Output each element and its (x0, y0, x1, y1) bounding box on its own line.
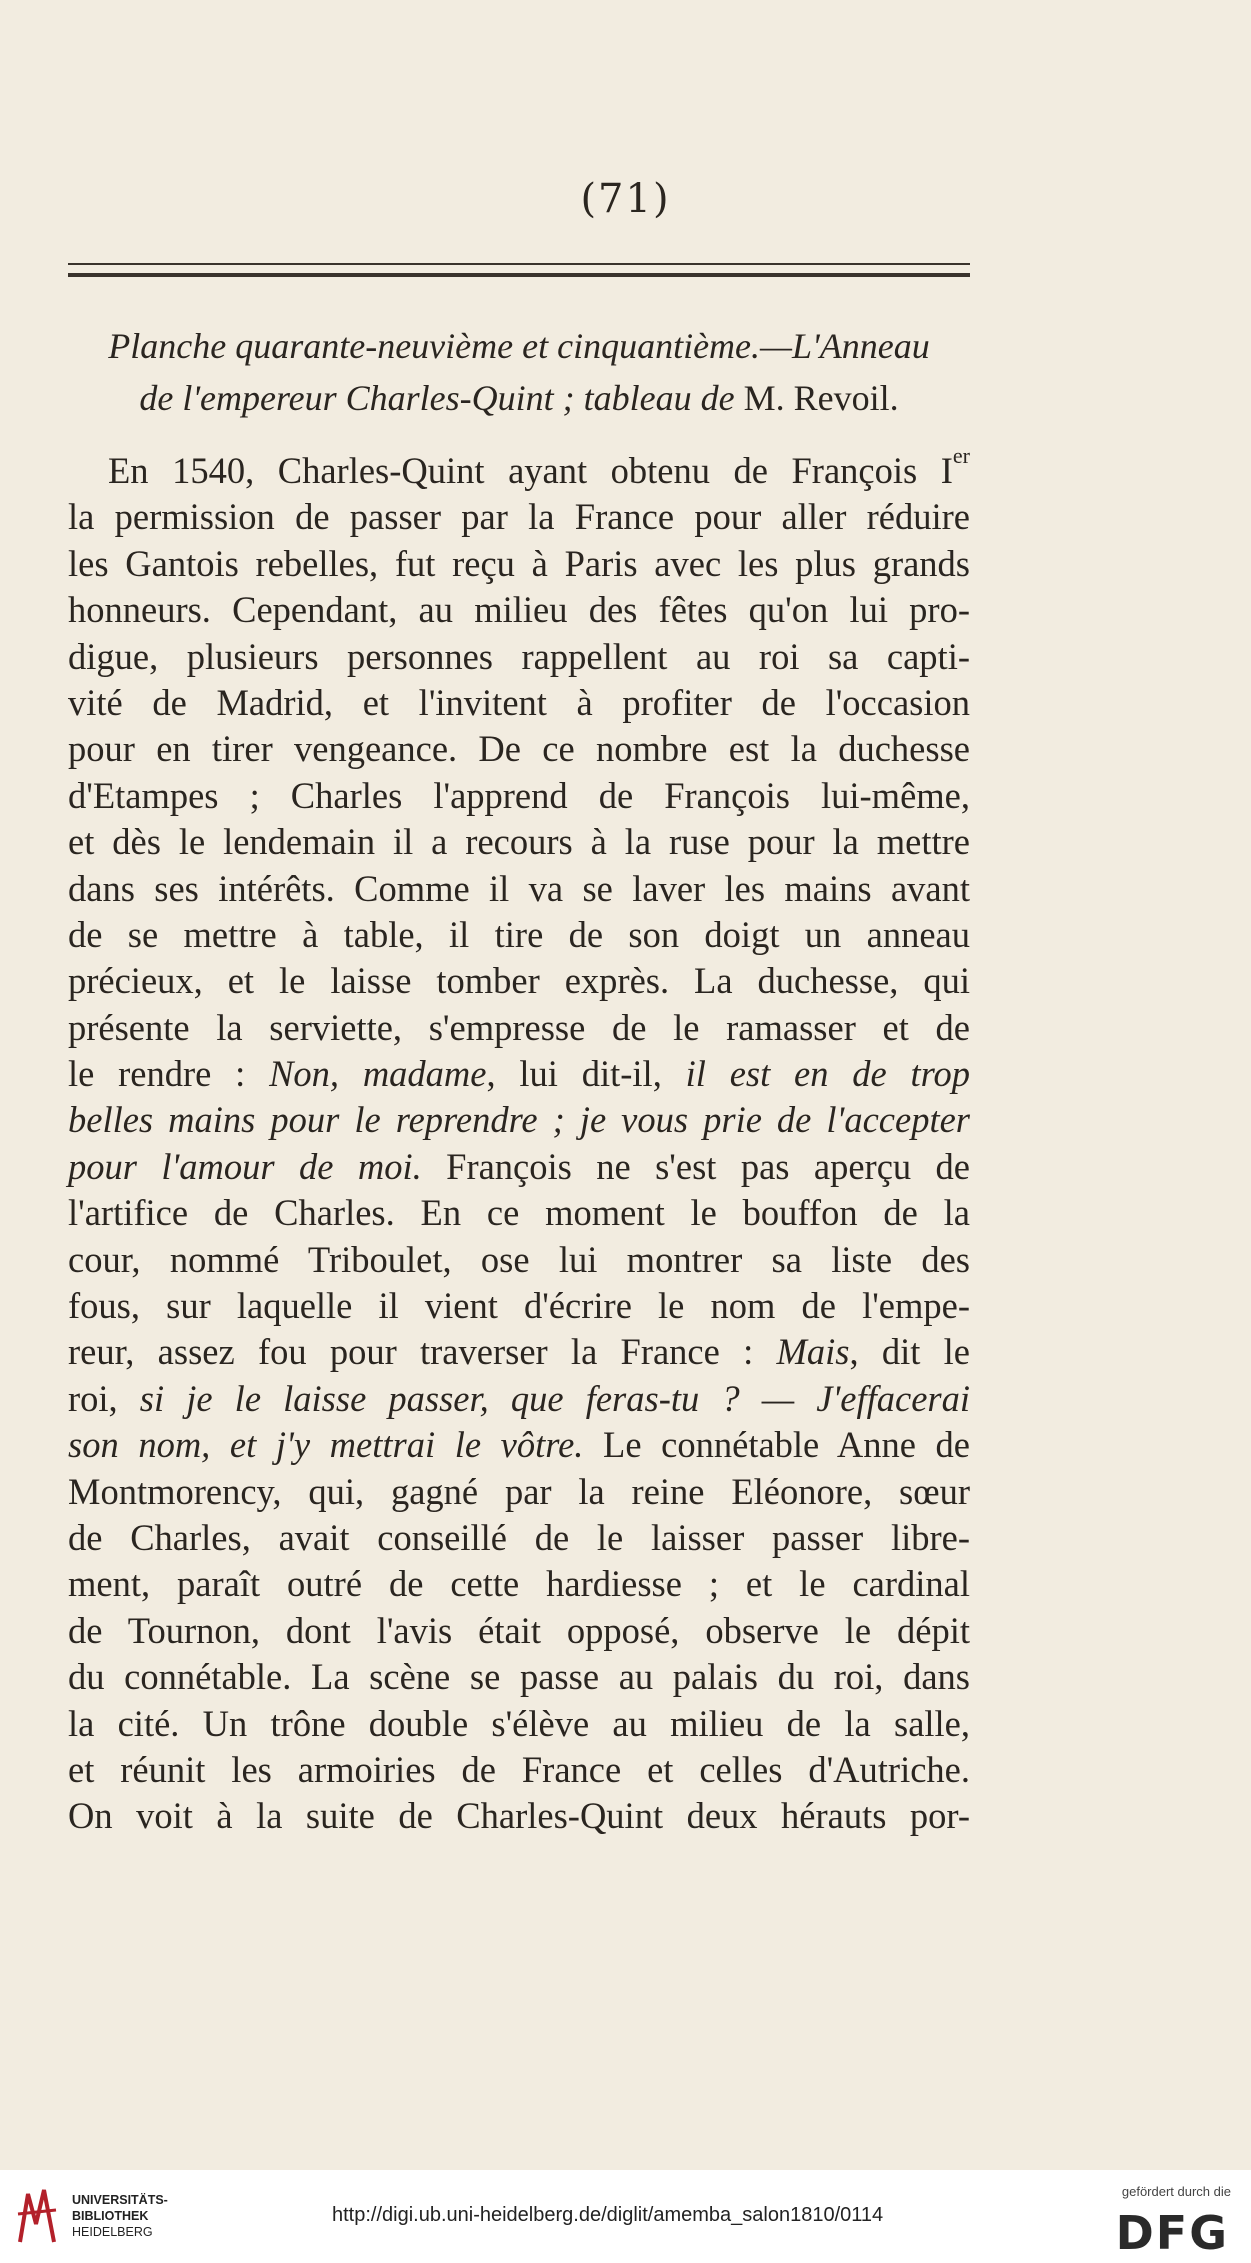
library-line: HEIDELBERG (72, 2225, 153, 2239)
heading-line-2-italic: de l'empereur Charles-Quint ; tableau de (139, 378, 735, 418)
italic-span: Non, madame (269, 1053, 487, 1095)
plate-heading (68, 320, 970, 424)
library-line: BIBLIOTHEK (72, 2209, 149, 2223)
italic-span: si je le laisse passer, que feras-tu ? — J'effacerai (139, 1377, 970, 1419)
text-line (68, 1329, 970, 1375)
text-line: cour, nommé Triboulet, ose lui montrer sa liste des (68, 1238, 970, 1280)
text-line (68, 1422, 970, 1468)
text-line: les Gantois rebelles, fut reçu à Paris avec les plus grands (68, 542, 970, 584)
superscript: er (952, 443, 970, 468)
page-number: (71) (580, 176, 671, 222)
text-span: reur, assez fou pour traverser la France : (68, 1331, 777, 1373)
italic-span: pour l'amour de moi. (68, 1145, 422, 1187)
text-span: En 1540, Charles-Quint ayant obtenu de François I (108, 450, 953, 491)
text-line: l'artifice de Charles. En ce moment le bouffon de la (68, 1192, 970, 1234)
library-logo-icon (14, 2184, 60, 2248)
text-line (68, 1144, 970, 1190)
text-line: la permission de passer par la France pour aller réduire (68, 496, 970, 538)
text-line: On voit à la suite de Charles-Quint deux hérauts por- (68, 1795, 970, 1837)
text-span: Le connétable Anne de (583, 1424, 970, 1466)
text-line (68, 1051, 970, 1097)
italic-span: belles mains pour le reprendre ; je vous prie de l'accepter (68, 1099, 970, 1141)
text-line: précieux, et le laisse tomber exprès. La duchesse, qui (68, 960, 970, 1002)
text-span: , lui dit-il, (486, 1053, 686, 1095)
text-line: la cité. Un trône double s'élève au milieu de la salle, (68, 1702, 970, 1744)
text-line: et réunit les armoiries de France et celles d'Autriche. (68, 1748, 970, 1790)
text-span: roi, (68, 1377, 140, 1419)
text-line (68, 1097, 970, 1143)
header-rule-thin (68, 263, 970, 265)
text-span: le rendre : (68, 1053, 270, 1095)
text-line: ment, paraît outré de cette hardiesse ; et le cardinal (68, 1563, 970, 1605)
text-line: pour en tirer vengeance. De ce nombre est la duchesse (68, 728, 970, 770)
text-line: honneurs. Cependant, au milieu des fêtes qu'on lui pro- (68, 589, 970, 631)
permalink[interactable]: http://digi.ub.uni-heidelberg.de/diglit/amemba_salon1810/0114 (332, 2204, 884, 2226)
text-line: de se mettre à table, il tire de son doigt un anneau (68, 913, 970, 955)
heading-line-1: Planche quarante-neuvième et cinquantième.—L'Anneau (108, 326, 930, 366)
text-line: Montmorency, qui, gagné par la reine Eléonore, sœur (68, 1470, 970, 1512)
italic-span: son nom, et j'y mettrai le vôtre. (68, 1424, 584, 1466)
heading-line-2-roman: M. Revoil. (734, 378, 899, 418)
dfg-logo: DFG (1115, 2206, 1229, 2260)
italic-span: il est en de trop (685, 1053, 970, 1095)
text-line: digue, plusieurs personnes rappellent au roi sa capti- (68, 635, 970, 677)
text-line (68, 443, 970, 494)
text-line: et dès le lendemain il a recours à la ruse pour la mettre (68, 821, 970, 863)
digitization-footer (0, 2170, 1251, 2263)
funding-caption: gefördert durch die (1121, 2184, 1231, 2199)
italic-span: Mais (776, 1331, 850, 1373)
text-line: d'Etampes ; Charles l'apprend de François lui-même, (68, 774, 970, 816)
text-line: vité de Madrid, et l'invitent à profiter de l'occasion (68, 681, 970, 723)
library-line: UNIVERSITÄTS- (72, 2193, 168, 2207)
text-line: de Charles, avait conseillé de le laisser passer libre- (68, 1516, 970, 1558)
text-line: fous, sur laquelle il vient d'écrire le nom de l'empe- (68, 1285, 970, 1327)
text-line: de Tournon, dont l'avis était opposé, observe le dépit (68, 1609, 970, 1651)
text-line: du connétable. La scène se passe au palais du roi, dans (68, 1656, 970, 1698)
text-span: , dit le (849, 1331, 970, 1373)
text-line: dans ses intérêts. Comme il va se laver les mains avant (68, 867, 970, 909)
library-name (72, 2192, 168, 2240)
text-line (68, 1376, 970, 1422)
header-rule-thick (68, 273, 970, 277)
text-span: François ne s'est pas aperçu de (421, 1145, 970, 1187)
body-text (68, 443, 970, 1840)
text-line: présente la serviette, s'empresse de le ramasser et de (68, 1006, 970, 1048)
